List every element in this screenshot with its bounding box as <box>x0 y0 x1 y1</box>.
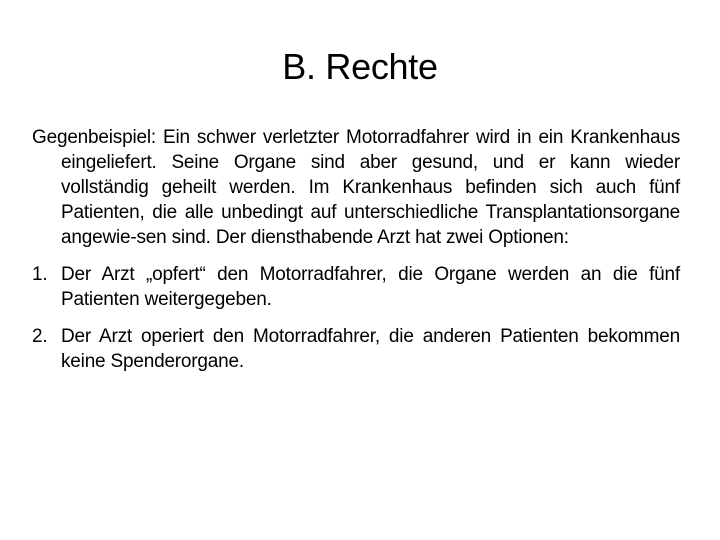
option-text: Der Arzt „opfert“ den Motorradfahrer, die Organe werden an die fünf Patienten weitergegeben. <box>61 264 680 310</box>
option-number: 2. <box>32 326 48 347</box>
slide-title: B. Rechte <box>282 46 438 87</box>
option-item-1 <box>32 262 680 312</box>
option-text: Der Arzt operiert den Motorradfahrer, die anderen Patienten bekommen keine Spenderorgane. <box>61 326 680 372</box>
option-item-2 <box>32 324 680 374</box>
slide-body <box>32 125 680 374</box>
intro-paragraph: Gegenbeispiel: Ein schwer verletzter Motorradfahrer wird in ein Krankenhaus eingeliefert. Seine Organe sind aber gesund, und er kann wieder vollständig geheilt werden. Im Krankenhaus befinden sich auch fünf Patienten, die alle unbedingt auf unterschiedliche Transplantationsorgane angewie-sen sind. Der diensthabende Arzt hat zwei Optionen: <box>32 127 680 248</box>
option-number: 1. <box>32 264 48 285</box>
